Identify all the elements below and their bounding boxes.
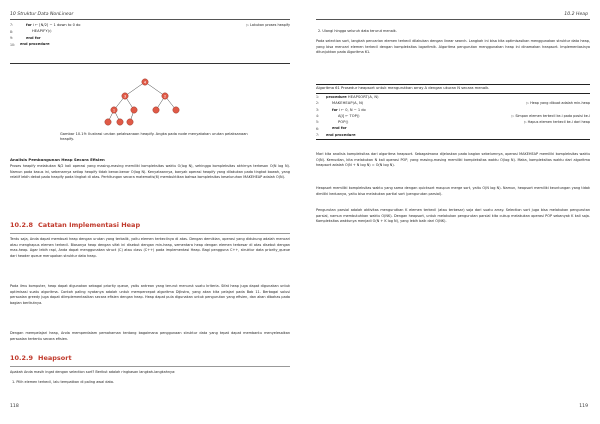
algorithm-caption: Algoritma 61 Prosedur heapsort untuk mengurutkan array A dengan ukuran N secara menaik.	[316, 86, 490, 90]
right-page	[300, 0, 600, 424]
list-item: 2. Ulangi hingga seluruh data terurut menaik.	[318, 29, 397, 33]
algo-line: 9: end for	[10, 35, 41, 41]
algo-line: 10: end procedure	[10, 42, 50, 47]
tree-node-label: 3	[123, 94, 127, 99]
running-head: 10 Struktur Data NonLinear	[10, 12, 74, 17]
list-item: 1. Pilih elemen terkecil, lalu tempatkan di paling awal data.	[12, 380, 115, 384]
tree-node	[117, 119, 123, 125]
analysis-heading: Analisis Pembangunan Heap Secara Efisien	[10, 157, 105, 162]
algo-line: 1: procedure HEAPSORT(A, N)	[316, 94, 379, 100]
body-paragraph: Pada ilmu komputer, heap dapat digunakan sebagai priority queue, yaitu antrean yang terurut menurut suatu kriteria. Sifat heap juga dapat digunakan untuk optimisasi suatu algoritma. Contoh paling nyatanya adalah untuk mempercepat algoritma Dijkstra, yang akan kita pelajari pada Bab 11. Berbagai solusi persoalan greedy juga dapat diimplementasikan secara efisien dengan heap. Heap dapat pula digunakan untuk pengurutan yang efisien, dan akan dibahas pada bagian berikutnya.	[10, 284, 290, 305]
tree-node	[105, 119, 111, 125]
section-rule	[10, 233, 290, 234]
body-paragraph: Pada selection sort, langkah pencarian elemen terkecil dilakukan dengan linear search. Langkah ini bisa kita optimisasikan menggunakan struktur data heap, yang bisa mencari elemen terkecil dengan kompleksitas logaritmik. Algoritma pengurutan menggunakan heap ini dinamakan heapsort. Implementasinya ditunjukkan pada Algoritma 61.	[316, 39, 590, 54]
algo-line: 7: end procedure	[316, 132, 356, 137]
tree-node	[153, 107, 159, 113]
tree-node-label: 4	[143, 80, 147, 85]
body-paragraph: Tentu saja, Anda dapat membuat heap dengan urutan yang terbalik, yaitu elemen terkecilnya di atas. Dengan demikian, operasi yang didukung adalah mencari atau menghapus elemen terkecil. Biasanya heap dengan sifat ini disebut dengan min-heap, sementara heap dengan elemen terbesar di atas disebut dengan max-heap. Agar lebih rapi, Anda dapat menggunakan struct (C) atau class (C++) pada implementasi Heap. Bagi pengguna C++, struktur data priority_queue dari header queue merupakan struktur data heap.	[10, 237, 290, 258]
body-paragraph: Dengan mempelajari heap, Anda memperdalam pemahaman tentang bagaimana penggunaan struktur data yang tepat dapat membantu menyelesaikan persoalan tertentu secara efisien.	[10, 331, 290, 341]
body-paragraph: Apakah Anda masih ingat dengan selection sort? Berikut adalah ringkasan langkah-langkahnya:	[10, 370, 176, 374]
algo-line: 8: HEAPIFY(i)	[10, 29, 52, 34]
header-rule	[316, 19, 590, 20]
algo-line: 2: MAKEHEAP(A, N) ▷ Heap yang dibuat adalah min-heap	[316, 101, 590, 106]
tree-node	[173, 107, 179, 113]
page-number: 118	[10, 404, 19, 409]
section-title-implementasi: 10.2.8 Catatan Implementasi Heap	[10, 221, 141, 229]
header-rule	[10, 19, 290, 20]
algo-line: 6: end for	[316, 126, 347, 131]
tree-node-label: 2	[163, 94, 167, 99]
algo-line: 4: A[i] ← TOP() ▷ Simpan elemen terkecil ke-i pada posisi ke-i	[316, 113, 590, 119]
figure-caption: Gambar 10.19: Ilustrasi urutan pelaksanaan heapify. Angka pada node menyatakan urutan pelaksanaan heapify.	[60, 132, 248, 142]
section-rule	[10, 366, 290, 367]
body-paragraph: Pengurutan parsial adalah aktivitas mengurutkan K elemen terkecil (atau terbesar) saja dari suatu array. Selection sort juga bisa melakukan pengurutan parsial, namun membutuhkan waktu O(NK). Dengan heapsort, untuk melakukan pengurutan parsial kita cukup melakukan operasi POP sebanyak K kali saja. Kompleksitas waktunya menjadi O(N + K log N), yang lebih baik dari O(NK).	[316, 208, 590, 223]
body-paragraph: Mari kita analisis kompleksitas dari algoritma heapsort. Sebagaimana dijelaskan pada bagian sebelumnya, operasi MAKEHEAP memiliki kompleksitas waktu O(N). Kemudian, kita melakukan N kali operasi POP, yang masing-masing memiliki kompleksitas waktu O(log N). Maka, kompleksitas waktu dari algoritma heapsort adalah O(N + N log N) = O(N log N).	[316, 152, 590, 167]
algo-line: 3: for i ← 0, N − 1 do	[316, 107, 366, 112]
algo-line: 7: for i ← ⌊N/2⌋ − 1 down to 0 do ▷ Lakukan proses heapify	[10, 22, 290, 27]
analysis-paragraph: Proses heapify melakukan N/2 kali operasi yang masing-masing memiliki kompleksitas waktu O(log N), sehingga kompleksitas akhirnya terkesan O(N log N). Namun pada kasus ini, sebenarnya setiap heapify tidak benar-benar O(log N). Kenyataannya, banyak operasi heapify yang dilakukan pada tingkat bawah, yang relatif lebih dekat pada heapify pada tingkat di atas. Perhitungan secara matematis(6) membuktikan bahwa kompleksitas keseluruhan MAKEHEAP adalah O(N).	[10, 164, 290, 179]
algorithm-box	[316, 84, 590, 140]
running-head: 10.2 Heap	[564, 12, 588, 17]
algo-line: 5: POP() ▷ Hapus elemen terkecil ke-i dari heap	[316, 120, 590, 125]
body-paragraph: Heapsort memiliki kompleksitas waktu yang sama dengan quicksort maupun merge sort, yaitu O(N log N). Namun, heapsort memiliki keuntungan yang tidak dimiliki keduanya, yaitu bisa melakukan partial sort (pengurutan parsial).	[316, 186, 590, 196]
tree-node	[131, 107, 137, 113]
heap-tree-figure	[100, 76, 190, 126]
algorithm-continuation	[10, 22, 290, 48]
tree-node	[127, 119, 133, 125]
page-number: 119	[579, 404, 588, 409]
section-title-heapsort: 10.2.9 Heapsort	[10, 354, 72, 362]
tree-node-label: 1	[112, 108, 116, 113]
algo-bottom-rule	[10, 63, 290, 64]
